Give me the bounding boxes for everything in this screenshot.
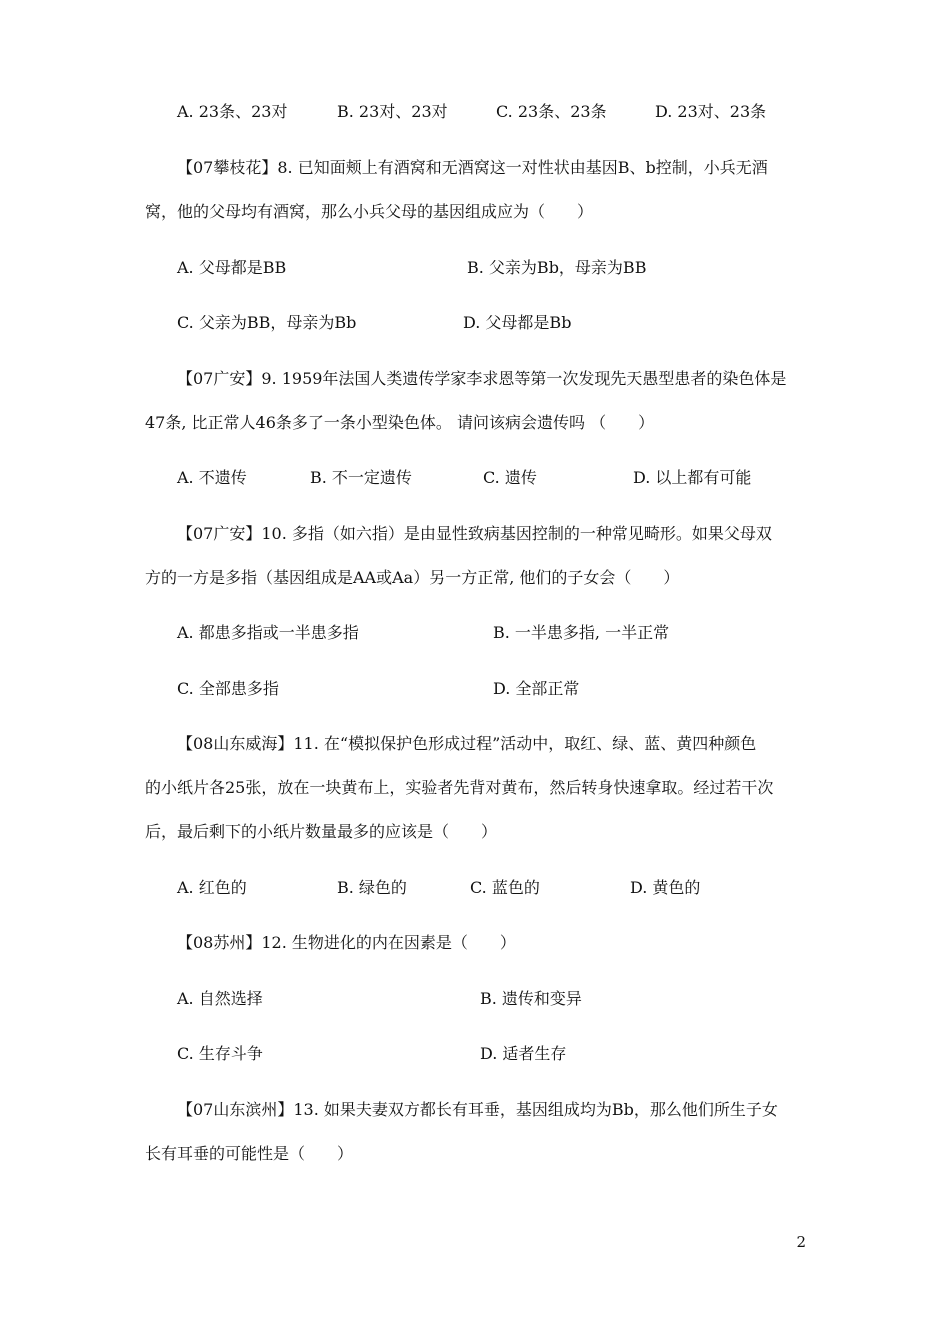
q10-option-d: D. 全部正常: [493, 679, 580, 698]
q12-stem-line1: 【08苏州】12. 生物进化的内在因素是（ ）: [177, 933, 516, 952]
q11-stem-line1: 【08山东威海】11. 在“模拟保护色形成过程”活动中，取红、绿、蓝、黄四种颜色: [177, 734, 757, 753]
page-number: 2: [796, 1233, 806, 1251]
q10-stem-line1: 【07广安】10. 多指（如六指）是由显性致病基因控制的一种常见畸形。如果父母双: [177, 524, 772, 543]
q8-stem-line1: 【07攀枝花】8. 已知面颊上有酒窝和无酒窝这一对性状由基因B、b控制，小兵无酒: [177, 158, 768, 177]
q8-option-c: C. 父亲为BB，母亲为Bb: [177, 313, 357, 332]
q9-stem-line2: 47条, 比正常人46条多了一条小型染色体。 请问该病会遗传吗 （ ）: [145, 413, 655, 432]
q13-stem-line1: 【07山东滨州】13. 如果夫妻双方都长有耳垂，基因组成均为Bb，那么他们所生子女: [177, 1100, 778, 1119]
q8-stem-line2: 窝，他的父母均有酒窝，那么小兵父母的基因组成应为（ ）: [145, 202, 594, 221]
q12-option-a: A. 自然选择: [177, 989, 263, 1008]
q7-option-b: B. 23对、23对: [337, 102, 448, 121]
q10-option-a: A. 都患多指或一半患多指: [177, 623, 359, 642]
q9-stem-line1: 【07广安】9. 1959年法国人类遗传学家李求恩等第一次发现先天愚型患者的染色体是: [177, 369, 787, 388]
q7-option-c: C. 23条、23条: [496, 102, 607, 121]
q11-option-c: C. 蓝色的: [470, 878, 540, 897]
q11-option-b: B. 绿色的: [337, 878, 407, 897]
q9-option-b: B. 不一定遗传: [310, 468, 412, 487]
q12-option-c: C. 生存斗争: [177, 1044, 263, 1063]
q13-stem-line2: 长有耳垂的可能性是（ ）: [145, 1144, 354, 1163]
q7-option-d: D. 23对、23条: [655, 102, 767, 121]
q9-option-d: D. 以上都有可能: [633, 468, 752, 487]
q10-option-b: B. 一半患多指, 一半正常: [493, 623, 670, 642]
q10-stem-line2: 方的一方是多指（基因组成是AA或Aa）另一方正常, 他们的子女会（ ）: [145, 568, 680, 587]
q9-option-c: C. 遗传: [483, 468, 537, 487]
q10-option-c: C. 全部患多指: [177, 679, 279, 698]
q11-option-a: A. 红色的: [177, 878, 247, 897]
q11-stem-line3: 后，最后剩下的小纸片数量最多的应该是（ ）: [145, 822, 498, 841]
q8-option-d: D. 父母都是Bb: [463, 313, 572, 332]
q12-option-b: B. 遗传和变异: [480, 989, 582, 1008]
q9-option-a: A. 不遗传: [177, 468, 247, 487]
q12-option-d: D. 适者生存: [480, 1044, 567, 1063]
q8-option-a: A. 父母都是BB: [177, 258, 287, 277]
q11-stem-line2: 的小纸片各25张，放在一块黄布上，实验者先背对黄布，然后转身快速拿取。经过若干次: [145, 778, 774, 797]
q11-option-d: D. 黄色的: [630, 878, 701, 897]
q8-option-b: B. 父亲为Bb，母亲为BB: [467, 258, 647, 277]
q7-option-a: A. 23条、23对: [177, 102, 288, 121]
